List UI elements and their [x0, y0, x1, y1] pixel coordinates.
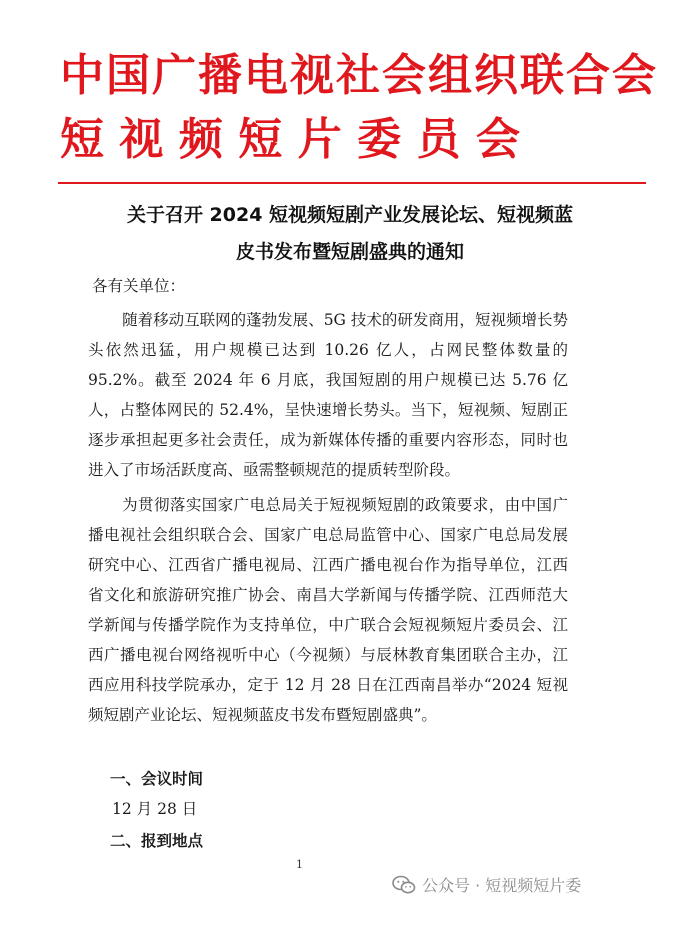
section-heading-registration-location: 二、报到地点: [110, 832, 204, 850]
watermark-text: 公众号 · 短视频短片委: [422, 876, 582, 895]
letterhead-char: 短: [238, 114, 283, 165]
page-number: 1: [296, 858, 303, 871]
body-paragraph-1: 随着移动互联网的蓬勃发展、5G 技术的研发商用，短视频增长势头依然迅猛，用户规模已达到 10.26 亿人，占网民整体数量的 95.2%。截至 2024 年 6 月底，我国短剧的用户规模已达 5.76 亿人，占整体网民的 52.4%，呈快速增长势头。当下，短视频、短剧正逐步承担起更多社会责任，成为新媒体传播的重要内容形态，同时也进入了市场活跃度高、亟需整顿规范的提质转型阶段。: [88, 311, 568, 479]
notice-title-line1: 关于召开 2024 短视频短剧产业发展论坛、短视频蓝: [126, 204, 574, 226]
body-paragraph-2: 为贯彻落实国家广电总局关于短视频短剧的政策要求，由中国广播电视社会组织联合会、国家广电总局监管中心、国家广电总局发展研究中心、江西省广播电视局、江西广播电视台作为指导单位，江西省文化和旅游研究推广协会、南昌大学新闻与传播学院、江西师范大学新闻与传播学院作为支持单位，中广联合会短视频短片委员会、江西广播电视台网络视听中心（今视频）与辰林教育集团联合主办，江西应用科技学院承办，定于 12 月 28 日在江西南昌举办“2024 短视频短剧产业论坛、短视频蓝皮书发布暨短剧盛典”。: [88, 496, 568, 724]
letterhead-organization: 中国广播电视社会组织联合会: [60, 50, 658, 101]
letterhead-committee: [60, 110, 520, 170]
notice-title-line2: 皮书发布暨短剧盛典的通知: [235, 241, 464, 263]
letterhead-char: 委: [357, 114, 402, 165]
letterhead-char: 片: [297, 114, 342, 165]
letterhead-char: 会: [475, 114, 520, 165]
salutation: 各有关单位：: [92, 277, 186, 295]
letterhead-char: 频: [178, 114, 223, 165]
letterhead-char: 员: [416, 114, 461, 165]
meeting-date: 12 月 28 日: [112, 800, 198, 818]
section-heading-meeting-time: 一、会议时间: [110, 770, 204, 788]
letterhead-char: 短: [60, 114, 104, 165]
letterhead-char: 视: [119, 114, 164, 165]
wechat-icon: [392, 875, 416, 895]
wechat-watermark: [392, 873, 581, 896]
letterhead-divider: [58, 182, 646, 184]
